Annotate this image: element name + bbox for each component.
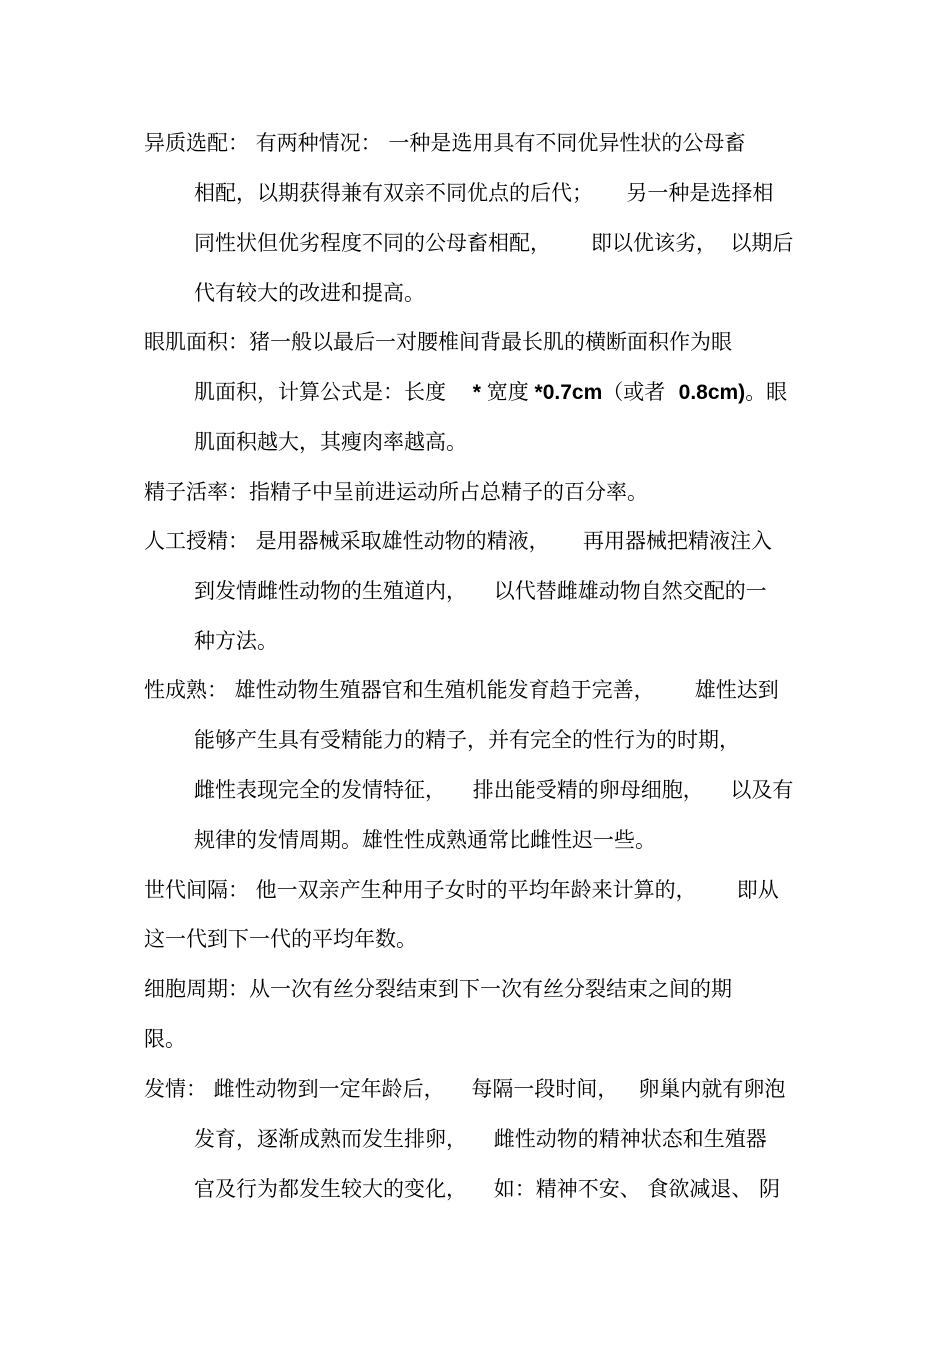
text-line: 世代间隔： 他一双亲产生种用子女时的平均年龄来计算的， 即从 (144, 878, 779, 902)
text-line: 眼肌面积：猪一般以最后一对腰椎间背最长肌的横断面积作为眼 (144, 330, 732, 354)
formula-symbol: * (472, 381, 487, 404)
text-line: 规律的发情周期。雄性性成熟通常比雌性迟一些。 (194, 828, 656, 852)
text-line: 官及行为都发生较大的变化， 如：精神不安、 食欲减退、 阴 (194, 1177, 781, 1201)
text-segment: 。眼 (745, 380, 788, 404)
text-line: 限。 (144, 1027, 186, 1051)
text-segment: 肌面积，计算公式是：长度 (194, 380, 473, 404)
formula-value-alt: 0.8cm) (678, 381, 746, 404)
formula-note: （或者 (602, 380, 679, 404)
text-line: 同性状但优劣程度不同的公母畜相配， 即以优该劣， 以期后 (194, 231, 794, 255)
text-line: 雌性表现完全的发情特征， 排出能受精的卵母细胞， 以及有 (194, 778, 794, 802)
text-line: 异质选配： 有两种情况： 一种是选用具有不同优异性状的公母畜 (144, 131, 746, 155)
formula-value: *0.7cm (528, 381, 603, 404)
text-line: 代有较大的改进和提高。 (194, 281, 425, 305)
text-line: 种方法。 (194, 629, 278, 653)
text-line: 这一代到下一代的平均年数。 (144, 927, 417, 951)
text-line: 发情： 雌性动物到一定年龄后， 每隔一段时间， 卵巢内就有卵泡 (144, 1077, 786, 1101)
formula-term: 宽度 (486, 380, 529, 404)
text-line: 精子活率：指精子中呈前进运动所占总精子的百分率。 (144, 480, 648, 504)
text-line: 到发情雌性动物的生殖道内， 以代替雌雄动物自然交配的一 (194, 579, 767, 603)
formula-line (194, 379, 787, 406)
text-line: 肌面积越大，其瘦肉率越高。 (194, 430, 467, 454)
text-line: 相配，以期获得兼有双亲不同优点的后代； 另一种是选择相 (194, 181, 774, 205)
text-line: 能够产生具有受精能力的精子，并有完全的性行为的时期， (194, 728, 740, 752)
text-line: 细胞周期：从一次有丝分裂结束到下一次有丝分裂结束之间的期 (144, 977, 732, 1001)
text-line: 发育，逐渐成熟而发生排卵， 雌性动物的精神状态和生殖器 (194, 1127, 767, 1151)
text-line: 性成熟： 雄性动物生殖器官和生殖机能发育趋于完善， 雄性达到 (144, 678, 779, 702)
text-line: 人工授精： 是用器械采取雄性动物的精液， 再用器械把精液注入 (144, 529, 773, 553)
